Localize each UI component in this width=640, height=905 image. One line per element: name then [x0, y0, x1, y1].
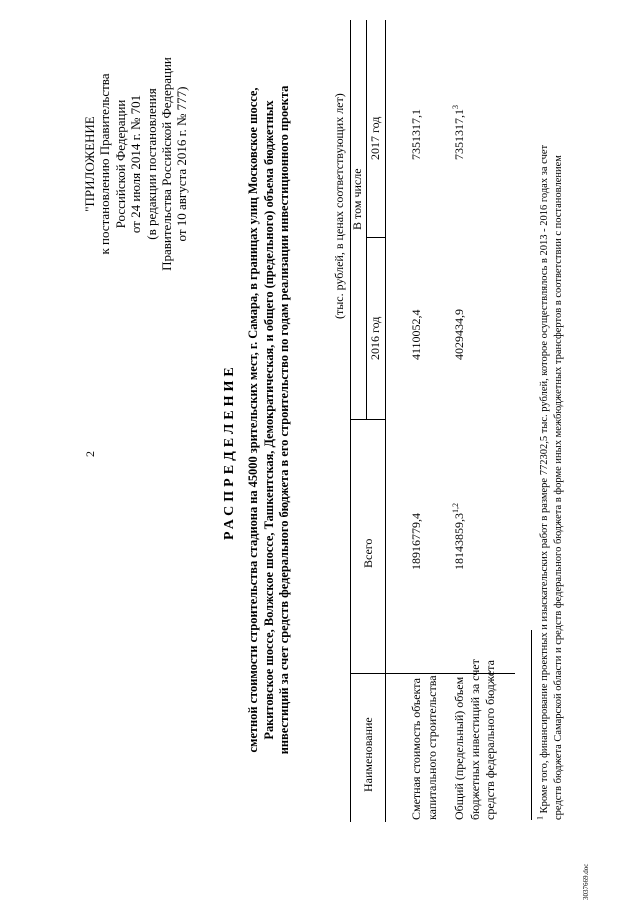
- footnote-line: средств бюджета Самарской области и средств федерального бюджета в форме иных межбюджетных трансфертов в соответствии с постановлением: [552, 155, 564, 820]
- annex-line: Правительства Российской Федерации: [159, 57, 175, 271]
- row-name-line: бюджетных инвестиций за счет: [467, 659, 482, 820]
- document-subtitle: [246, 20, 293, 820]
- header-including: В том числе: [350, 168, 364, 230]
- document-id: 3037669.doc: [582, 863, 590, 900]
- table-header-bottom: [385, 20, 386, 822]
- annex-line: "ПРИЛОЖЕНИЕ: [82, 116, 97, 212]
- footnote-ref: 1,2: [451, 503, 460, 513]
- footnote-ref: 3: [451, 105, 460, 109]
- footnote-separator: [531, 630, 532, 820]
- document-title: РАСПРЕДЕЛЕНИЕ: [222, 363, 237, 540]
- annex-line: (в редакции постановления: [143, 88, 159, 240]
- subtitle-line: Ракитовское шоссе, Волжское шоссе, Ташкентская, Демократическая, и общего (предельного) объема бюджетных: [261, 100, 276, 740]
- row-name-line: капитального строительства: [424, 675, 439, 820]
- page-number: 2: [83, 451, 97, 457]
- annex-line: к постановлению Правительства: [97, 73, 113, 255]
- table-col-divider-2: [350, 419, 385, 420]
- table-row-2-total: [452, 503, 468, 570]
- table-top-border: [350, 20, 351, 822]
- table-subheader-rule: [366, 20, 367, 420]
- footnote: [535, 144, 565, 820]
- table-row-2-2017: [452, 105, 468, 160]
- row-name-line: Общий (предельный) объем: [452, 676, 466, 820]
- table-col-divider-3: [366, 237, 385, 238]
- header-total: Всего: [361, 538, 375, 568]
- table-row-2-2016: 4029434,9: [452, 309, 466, 360]
- annex-line: от 10 августа 2016 г. № 777): [174, 86, 190, 242]
- header-2017: 2017 год: [368, 116, 382, 160]
- footnote-marker: 1: [535, 816, 545, 820]
- row-name-line: Сметная стоимость объекта: [409, 678, 423, 820]
- header-name: Наименование: [361, 717, 375, 792]
- table-row-2-name: [452, 659, 499, 820]
- subtitle-line: сметной стоимости строительства стадиона на 45000 зрительских мест, г. Самара, в границах улиц Московское шоссе,: [246, 87, 260, 753]
- annex-line: от 24 июля 2014 г. № 701: [128, 94, 144, 234]
- table-row-1-name: [409, 675, 440, 820]
- footnote-line: $^1$ Кроме того, финансирование проектных и изыскательских работ в размере 772302,5 тыс. рублей, которое осуществлялось в 2013 - 2016 годах за счет: [535, 144, 550, 820]
- table-row-1-2017: 7351317,1: [409, 109, 423, 160]
- table-row-1-total: 18916779,4: [409, 513, 423, 570]
- table-row-1-2016: 4110052,4: [409, 309, 423, 360]
- subtitle-line: инвестиций за счет средств федерального бюджета в его строительство по годам реализации инвестиционного проекта: [277, 85, 291, 755]
- units-note: (тыс. рублей, в ценах соответствующих лет): [332, 93, 346, 319]
- row-2-total-value: 18143859,3: [452, 513, 466, 570]
- header-2016: 2016 год: [368, 316, 382, 360]
- annex-block: [82, 48, 190, 280]
- row-name-line: средств федерального бюджета: [483, 660, 497, 820]
- annex-line: Российской Федерации: [112, 99, 128, 229]
- row-2-2017-value: 7351317,1: [452, 109, 466, 160]
